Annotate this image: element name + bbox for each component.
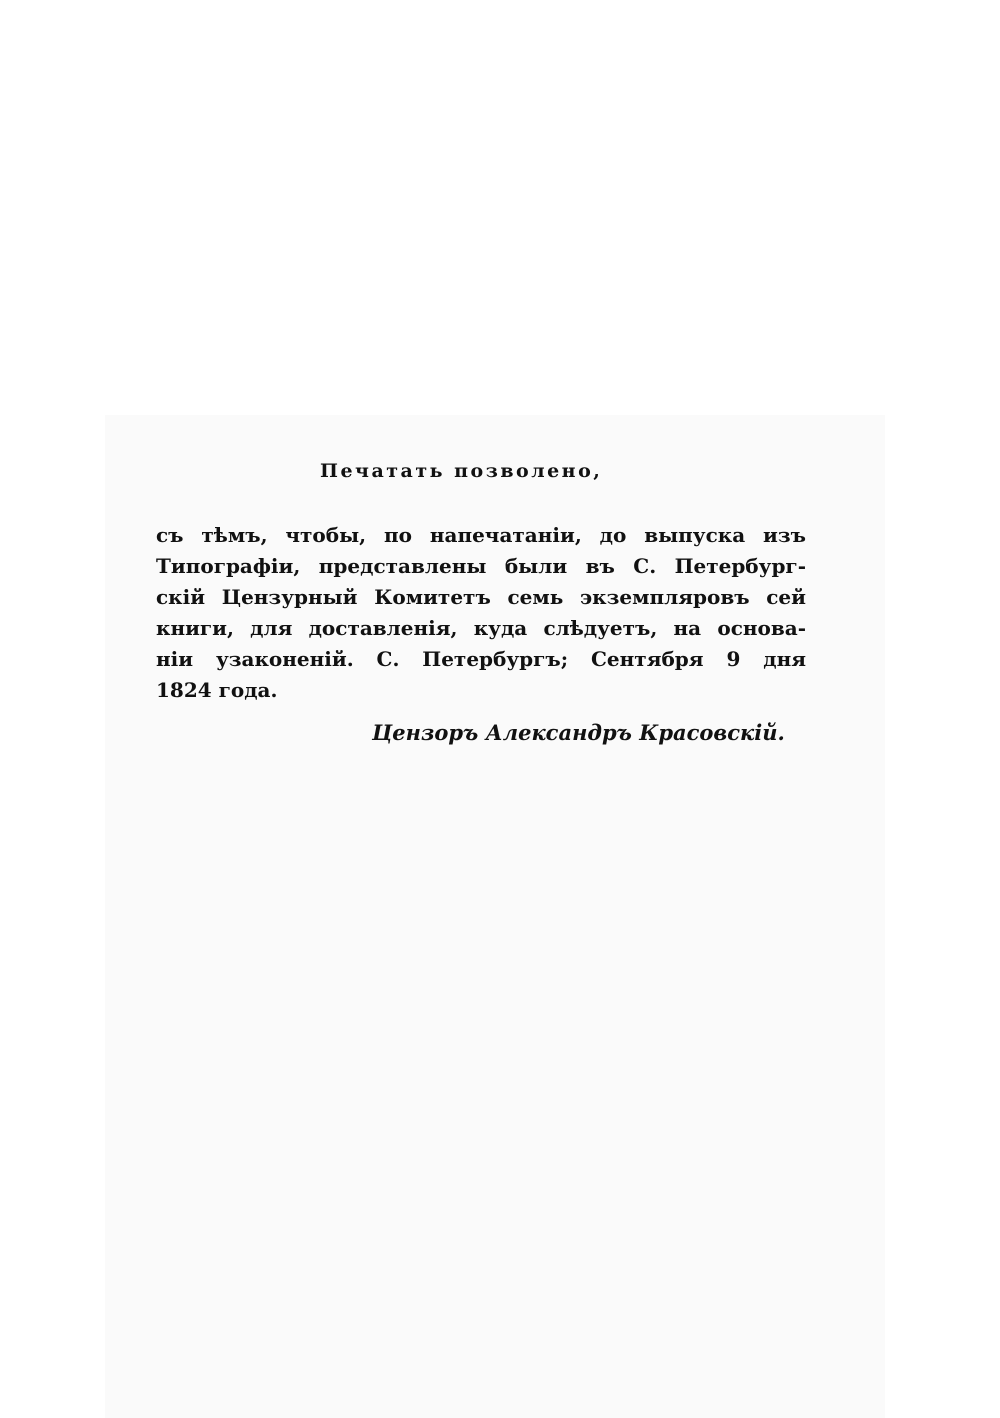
permission-text: [156, 520, 806, 706]
text-line: 1824 года.: [156, 678, 278, 702]
text-line: книги, для доставленія, куда слѣдуетъ, на основа-: [156, 616, 806, 640]
page-heading: Печатать позволено,: [320, 460, 603, 482]
text-line: съ тѣмъ, чтобы, по напечатаніи, до выпуска изъ: [156, 523, 806, 547]
text-line: скій Цензурный Комитетъ семь экземпляровъ сей: [156, 585, 806, 609]
censor-signature: Цензоръ Александръ Красовскій.: [372, 720, 785, 745]
text-line: Типографіи, представлены были въ С. Петербург-: [156, 554, 806, 578]
text-line: ніи узаконеній. С. Петербургъ; Сентября 9 дня: [156, 647, 806, 671]
